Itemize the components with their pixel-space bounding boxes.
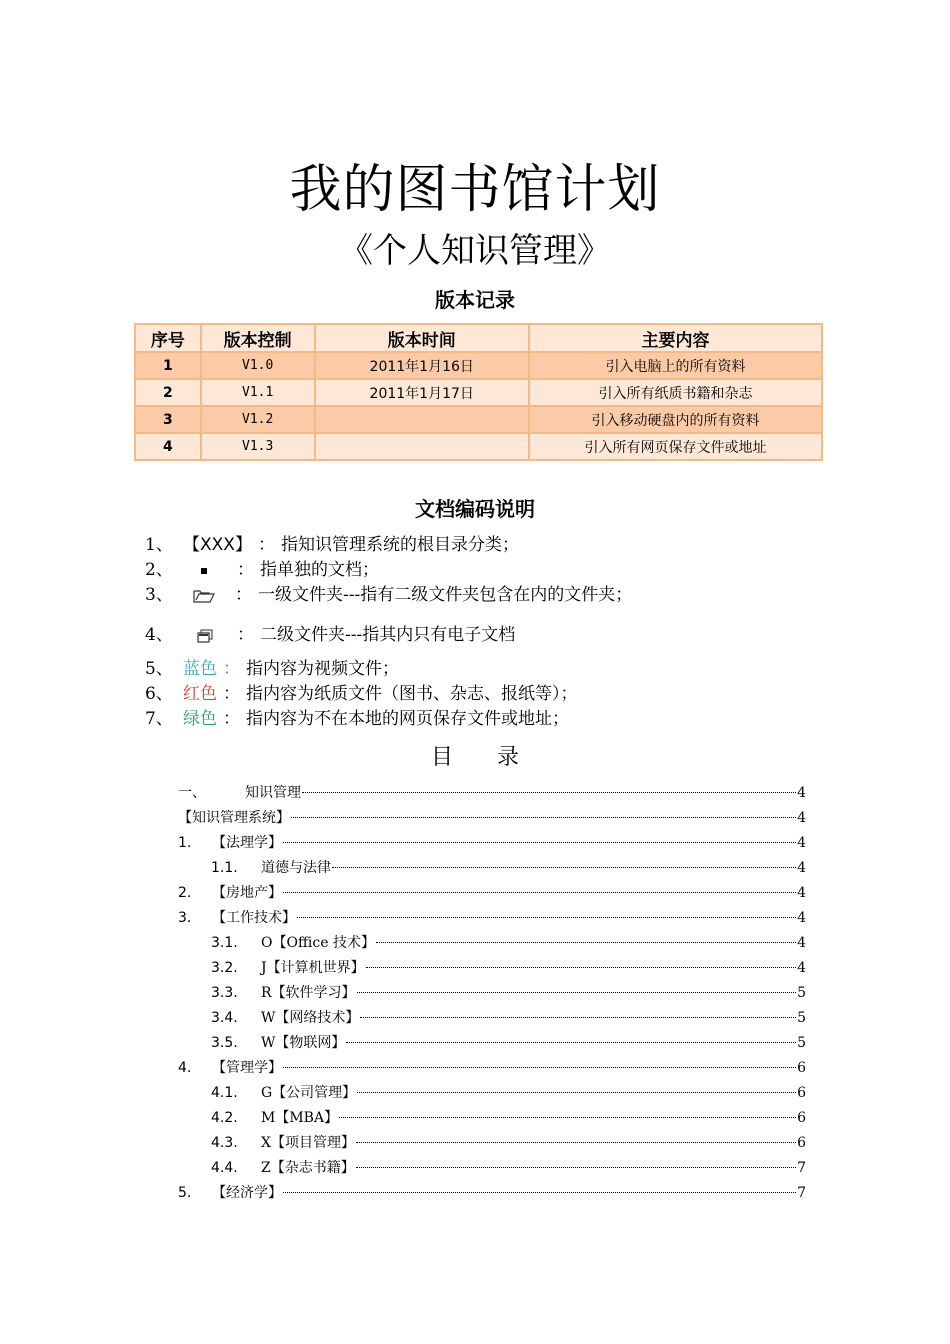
toc-number: 3.5. — [211, 1035, 238, 1051]
table-cell: 引入所有网页保存文件或地址 — [529, 433, 822, 460]
toc-page: 5 — [797, 1035, 806, 1051]
table-cell: 引入所有纸质书籍和杂志 — [529, 379, 822, 406]
toc-leader — [339, 1117, 796, 1118]
toc-leader — [283, 1067, 796, 1068]
toc-page: 5 — [797, 985, 806, 1001]
toc-number: 一、 — [178, 785, 206, 801]
toc-entry[interactable] — [211, 1032, 806, 1054]
toc-label: 【工作技术】 — [212, 910, 296, 926]
toc-entry[interactable] — [211, 982, 806, 1004]
toc-leader — [302, 792, 796, 793]
toc-label: J【计算机世界】 — [261, 960, 365, 976]
list-description: 指知识管理系统的根目录分类； — [280, 535, 519, 555]
toc-page: 5 — [797, 1010, 806, 1026]
list-separator: ： — [235, 585, 252, 605]
toc-number: 3.1. — [211, 935, 238, 951]
toc-entry[interactable] — [211, 1007, 806, 1029]
table-row — [135, 406, 822, 433]
toc-entry[interactable] — [178, 907, 806, 929]
toc-label: 【法理学】 — [212, 835, 282, 851]
toc-entry[interactable] — [211, 1107, 806, 1129]
table-cell: 引入电脑上的所有资料 — [529, 352, 822, 379]
list-separator: ： — [223, 659, 240, 679]
toc-label: 道德与法律 — [261, 860, 331, 876]
column-header: 版本时间 — [315, 324, 529, 352]
toc-leader — [283, 1192, 796, 1193]
toc-number: 2. — [178, 885, 192, 901]
table-cell: V1.0 — [201, 352, 315, 379]
toc-label: 【知识管理系统】 — [178, 810, 290, 826]
toc-leader — [357, 1092, 796, 1093]
toc-page: 4 — [797, 885, 806, 901]
version-table — [134, 323, 823, 461]
toc-label: R【软件学习】 — [261, 985, 356, 1001]
list-key: 红色 — [183, 684, 217, 704]
encoding-heading: 文档编码说明 — [415, 497, 535, 521]
list-item — [145, 583, 632, 607]
toc-leader — [297, 917, 796, 918]
toc-leader — [283, 842, 796, 843]
toc-number: 4. — [178, 1060, 192, 1076]
toc-label: Z【杂志书籍】 — [261, 1160, 355, 1176]
toc-label: 【房地产】 — [212, 885, 282, 901]
toc-entry[interactable] — [178, 807, 806, 829]
toc-label: 【管理学】 — [212, 1060, 282, 1076]
toc-leader — [356, 1167, 796, 1168]
list-description: 指内容为纸质文件（图书、杂志、报纸等）； — [246, 684, 578, 704]
list-key: 蓝色 — [183, 659, 217, 679]
table-cell: V1.1 — [201, 379, 315, 406]
toc-leader — [332, 867, 796, 868]
toc-page: 7 — [797, 1160, 806, 1176]
toc-number: 3. — [178, 910, 192, 926]
toc-entry[interactable] — [178, 782, 806, 804]
list-item — [145, 623, 515, 647]
toc-label: X【项目管理】 — [261, 1135, 355, 1151]
list-number: 2、 — [145, 560, 173, 580]
toc-label: M【MBA】 — [261, 1110, 339, 1126]
toc-entry[interactable] — [211, 857, 806, 879]
toc-page: 4 — [797, 935, 806, 951]
toc-label: W【物联网】 — [261, 1035, 346, 1051]
list-item — [145, 682, 578, 706]
toc-page: 4 — [797, 960, 806, 976]
list-number: 7、 — [145, 709, 173, 729]
toc-entry[interactable] — [211, 1082, 806, 1104]
version-record-heading: 版本记录 — [435, 288, 515, 312]
toc-leader — [357, 992, 796, 993]
table-cell — [315, 433, 529, 460]
toc-number: 4.1. — [211, 1085, 238, 1101]
toc-page: 6 — [797, 1135, 806, 1151]
toc-leader — [360, 1017, 796, 1018]
folder-stack-icon — [197, 623, 213, 647]
table-row — [135, 379, 822, 406]
toc-number: 3.3. — [211, 985, 238, 1001]
list-description: 指内容为不在本地的网页保存文件或地址； — [246, 709, 569, 729]
open-folder-icon — [193, 583, 215, 607]
list-key: 【XXX】 — [183, 535, 252, 555]
table-cell: V1.2 — [201, 406, 315, 433]
list-item — [145, 533, 519, 557]
toc-page: 6 — [797, 1060, 806, 1076]
toc-entry[interactable] — [178, 882, 806, 904]
toc-leader — [346, 1042, 796, 1043]
list-description: 指内容为视频文件； — [246, 659, 399, 679]
list-separator: ： — [223, 684, 240, 704]
list-number: 3、 — [145, 585, 173, 605]
toc-number: 4.3. — [211, 1135, 238, 1151]
list-item — [145, 558, 379, 582]
table-cell: 2 — [135, 379, 201, 406]
table-cell: 2011年1月17日 — [315, 379, 529, 406]
toc-entry[interactable] — [211, 1132, 806, 1154]
list-number: 5、 — [145, 659, 173, 679]
document-title: 我的图书馆计划 — [289, 160, 661, 220]
list-separator: ： — [257, 535, 275, 555]
list-key: 绿色 — [183, 709, 217, 729]
list-separator: ： — [223, 709, 240, 729]
table-cell: 1 — [135, 352, 201, 379]
toc-entry[interactable] — [178, 832, 806, 854]
toc-entry[interactable] — [211, 957, 806, 979]
toc-leader — [291, 817, 796, 818]
list-item — [145, 657, 399, 681]
list-description: 一级文件夹---指有二级文件夹包含在内的文件夹； — [258, 585, 633, 605]
list-number: 1、 — [145, 535, 173, 555]
toc-number: 4.2. — [211, 1110, 238, 1126]
document-bullet-icon — [201, 568, 207, 574]
table-cell: V1.3 — [201, 433, 315, 460]
document-subtitle: 《个人知识管理》 — [339, 231, 611, 271]
toc-page: 4 — [797, 910, 806, 926]
toc-number: 3.4. — [211, 1010, 238, 1026]
toc-number: 4.4. — [211, 1160, 238, 1176]
list-separator: ： — [237, 560, 254, 580]
table-cell: 3 — [135, 406, 201, 433]
table-row — [135, 433, 822, 460]
toc-leader — [283, 892, 796, 893]
toc-heading: 目录 — [430, 745, 563, 770]
toc-leader — [356, 1142, 796, 1143]
toc-leader — [376, 942, 796, 943]
table-cell: 引入移动硬盘内的所有资料 — [529, 406, 822, 433]
toc-entry[interactable] — [211, 1157, 806, 1179]
list-item — [145, 707, 569, 731]
toc-number: 5. — [178, 1185, 192, 1201]
toc-entry[interactable] — [178, 1182, 806, 1204]
toc-label: 【经济学】 — [212, 1185, 282, 1201]
toc-leader — [366, 967, 796, 968]
toc-label: G【公司管理】 — [261, 1085, 357, 1101]
list-number: 4、 — [145, 625, 173, 645]
column-header: 序号 — [135, 324, 201, 352]
toc-page: 4 — [797, 810, 806, 826]
toc-label: 知识管理 — [245, 785, 301, 801]
toc-number: 1. — [178, 835, 192, 851]
list-description: 指单独的文档； — [260, 560, 379, 580]
list-description: 二级文件夹---指其内只有电子文档 — [260, 625, 516, 645]
toc-page: 6 — [797, 1085, 806, 1101]
version-table-header-row — [135, 324, 822, 352]
toc-entry[interactable] — [211, 932, 806, 954]
column-header: 版本控制 — [201, 324, 315, 352]
table-cell: 4 — [135, 433, 201, 460]
list-number: 6、 — [145, 684, 173, 704]
table-cell — [315, 406, 529, 433]
column-header: 主要内容 — [529, 324, 822, 352]
toc-label: W【网络技术】 — [261, 1010, 360, 1026]
toc-page: 4 — [797, 835, 806, 851]
toc-number: 1.1. — [211, 860, 238, 876]
table-cell: 2011年1月16日 — [315, 352, 529, 379]
toc-label: O【Office 技术】 — [261, 935, 375, 951]
toc-page: 4 — [797, 785, 806, 801]
list-separator: ： — [237, 625, 254, 645]
table-row — [135, 352, 822, 379]
toc-entry[interactable] — [178, 1057, 806, 1079]
toc-page: 6 — [797, 1110, 806, 1126]
toc-page: 4 — [797, 860, 806, 876]
toc-number: 3.2. — [211, 960, 238, 976]
toc-page: 7 — [797, 1185, 806, 1201]
